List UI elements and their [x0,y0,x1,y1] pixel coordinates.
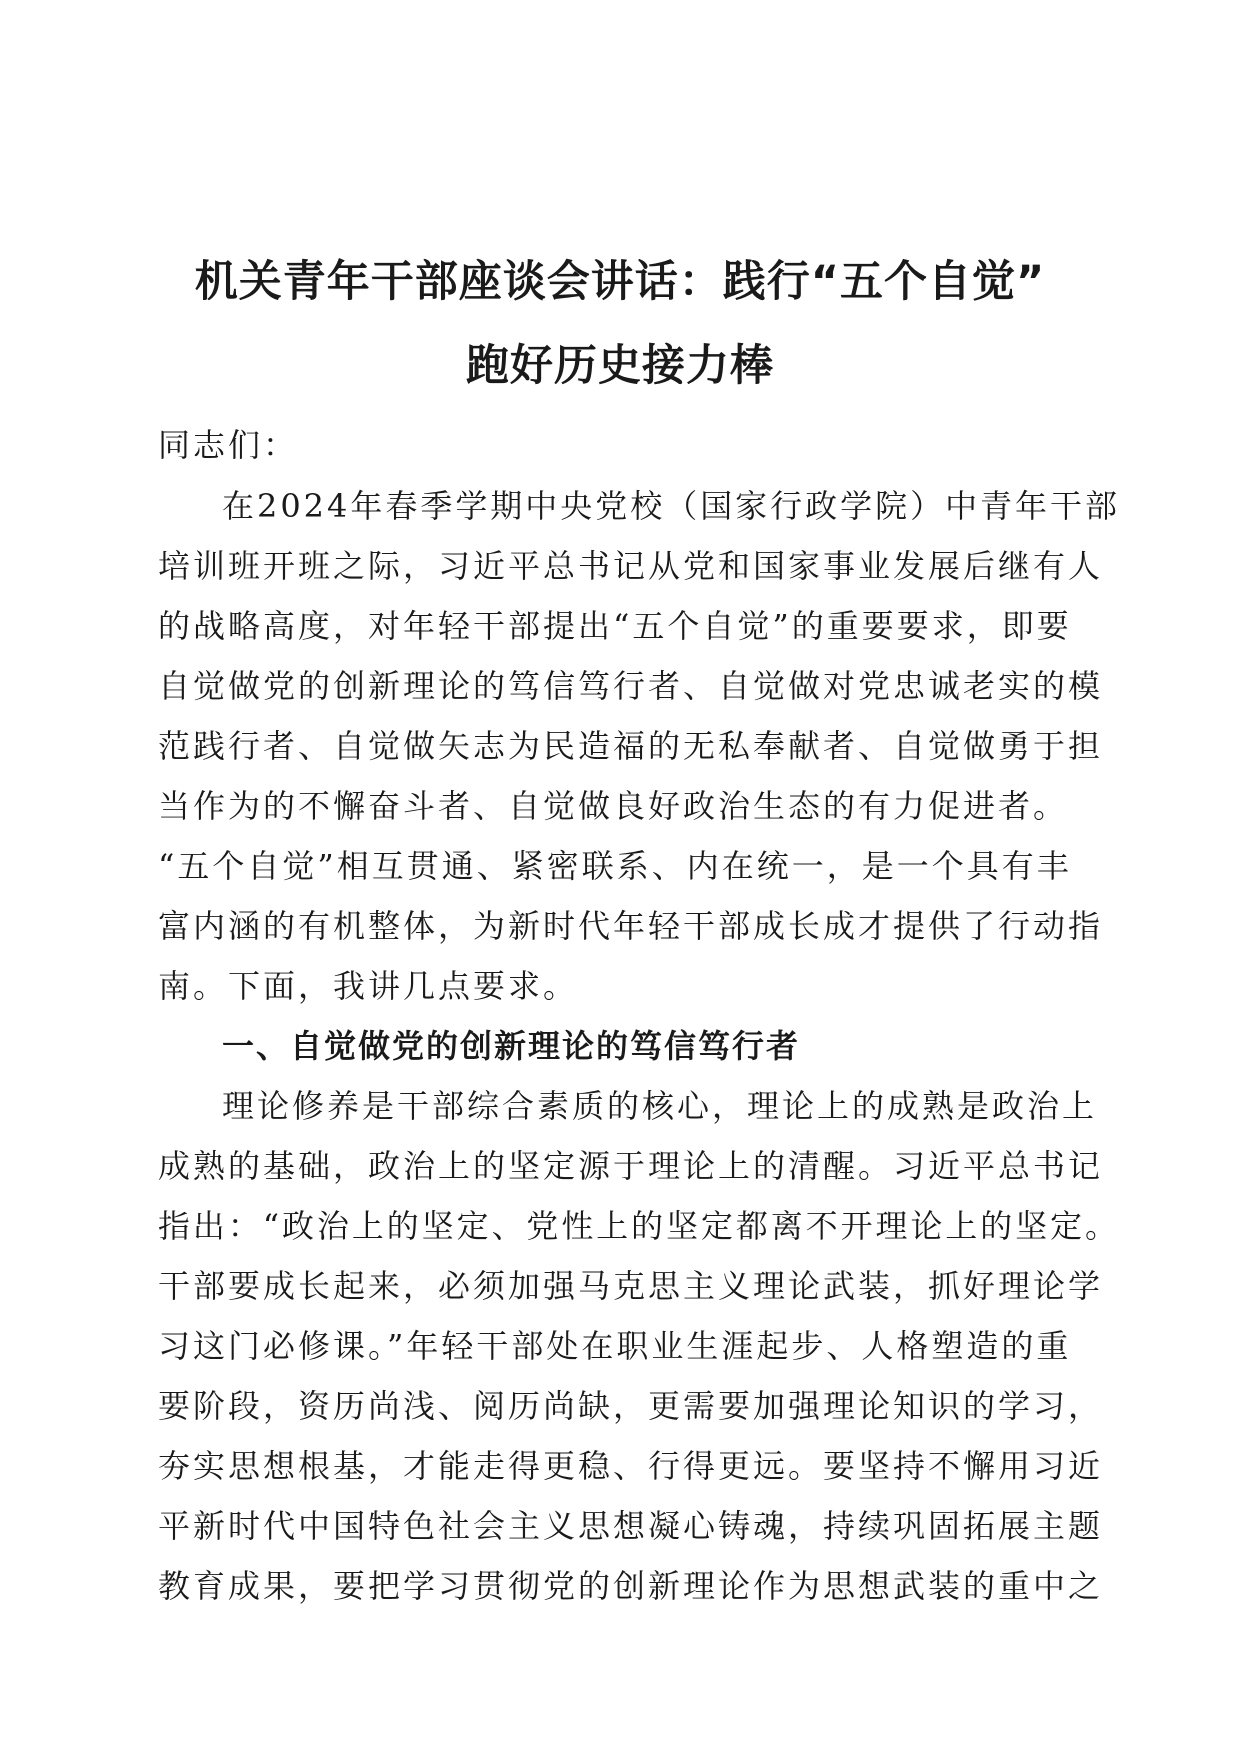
text-line: 习这门必修课。”年轻干部处在职业生涯起步、人格塑造的重 [158,1327,1072,1365]
salutation: 同志们： [158,426,299,464]
section-heading-1: 一、自觉做党的创新理论的笃信笃行者 [222,1027,801,1065]
text-line: 当作为的不懈奋斗者、自觉做良好政治生态的有力促进者。 [158,787,1069,825]
text-line: 教育成果，要把学习贯彻党的创新理论作为思想武装的重中之 [158,1567,1104,1605]
text-line: 在2024年春季学期中央党校（国家行政学院）中青年干部 [222,487,1121,525]
text-line: 干部要成长起来，必须加强马克思主义理论武装，抓好理论学 [158,1267,1104,1305]
text-line: 富内涵的有机整体，为新时代年轻干部成长成才提供了行动指 [158,907,1104,945]
text-line: 要阶段，资历尚浅、阅历尚缺，更需要加强理论知识的学习， [158,1387,1104,1425]
text-line: “五个自觉”相互贯通、紧密联系、内在统一，是一个具有丰 [158,847,1072,885]
text-line: 南。下面，我讲几点要求。 [158,967,579,1005]
text-line: 理论修养是干部综合素质的核心，理论上的成熟是政治上 [222,1087,1098,1125]
text-line: 培训班开班之际，习近平总书记从党和国家事业发展后继有人 [158,547,1104,585]
text-line: 夯实思想根基，才能走得更稳、行得更远。要坚持不懈用习近 [158,1447,1104,1485]
document-title-line-1: 机关青年干部座谈会讲话：践行“五个自觉” [194,257,1046,307]
text-line: 成熟的基础，政治上的坚定源于理论上的清醒。习近平总书记 [158,1147,1104,1185]
text-line: 平新时代中国特色社会主义思想凝心铸魂，持续巩固拓展主题 [158,1507,1104,1545]
document-title-line-2: 跑好历史接力棒 [466,341,774,391]
text-line: 指出：“政治上的坚定、党性上的坚定都离不开理论上的坚定。 [158,1207,1120,1245]
text-line: 自觉做党的创新理论的笃信笃行者、自觉做对党忠诚老实的模 [158,667,1104,705]
text-line: 的战略高度，对年轻干部提出“五个自觉”的重要要求，即要 [158,607,1072,645]
text-line: 范践行者、自觉做矢志为民造福的无私奉献者、自觉做勇于担 [158,727,1104,765]
